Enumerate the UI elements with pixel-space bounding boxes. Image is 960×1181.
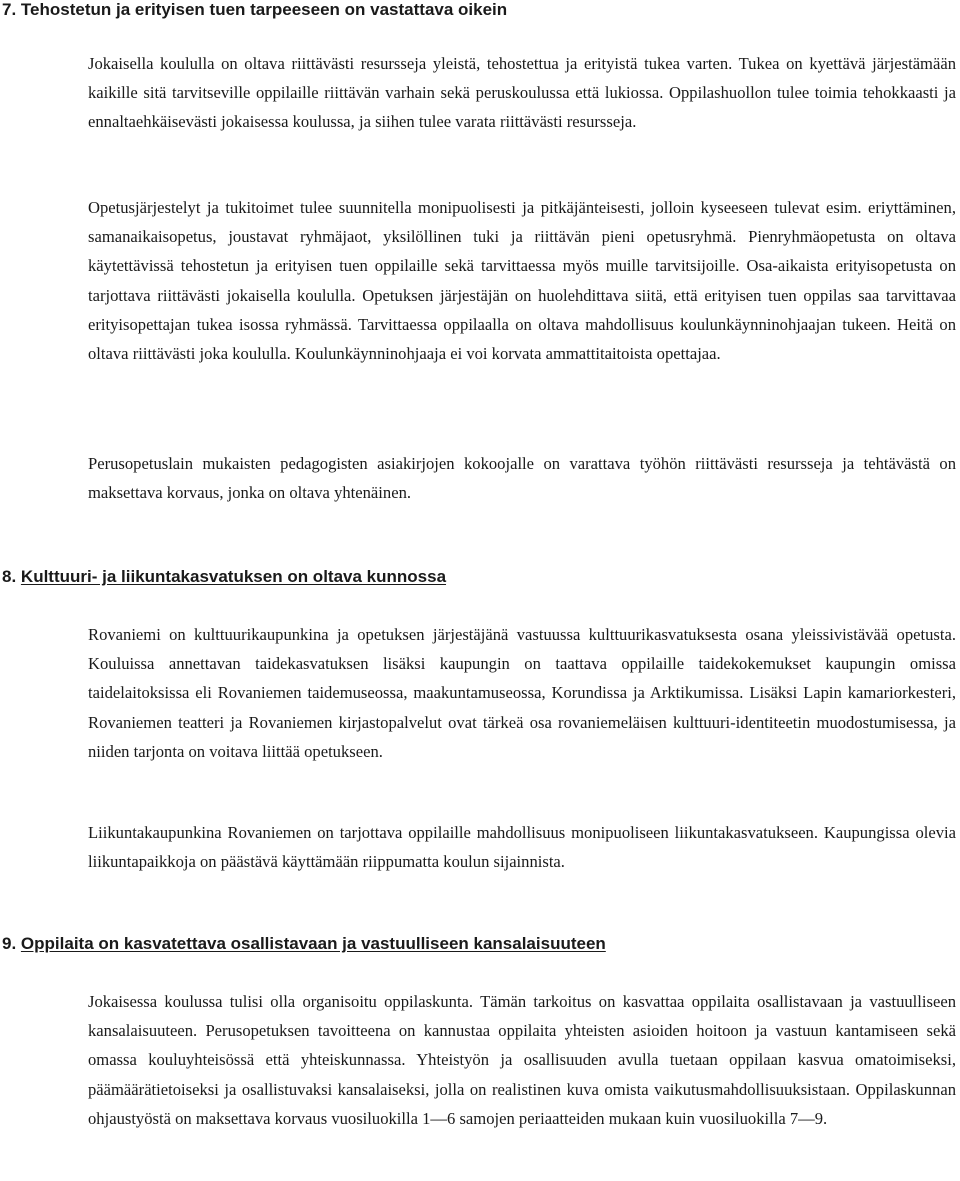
- section-8-paragraph-1: Rovaniemi on kulttuurikaupunkina ja opetuksen järjestäjänä vastuussa kulttuurikasvatuksesta osana yleissivistävää opetusta. Kouluissa annettavan taidekasvatuksen lisäksi kaupungin on taattava oppilaille taidekokemukset kaupungin omissa taidelaitoksissa eli Rovaniemen taidemuseossa, maakuntamuseossa, Korundissa ja Arktikumissa. Lisäksi Lapin kamariorkesteri, Rovaniemen teatteri ja Rovaniemen kirjastopalvelut ovat tärkeä osa rovaniemeläisen kulttuuri-identiteetin muodostumisessa, ja niiden tarjonta on voitava liittää opetukseen.: [88, 625, 956, 761]
- section-9-title: Oppilaita on kasvatettava osallistavaan ja vastuulliseen kansalaisuuteen: [20, 934, 606, 953]
- section-7-title: Tehostetun ja erityisen tuen tarpeeseen on vastattava oikein: [20, 0, 508, 19]
- section-8-heading: [2, 566, 446, 588]
- section-7-heading: [2, 0, 507, 21]
- section-8-title: Kulttuuri- ja liikuntakasvatuksen on oltava kunnossa: [20, 567, 447, 586]
- section-9-number: 9.: [2, 934, 17, 953]
- section-7-paragraph-3: Perusopetuslain mukaisten pedagogisten asiakirjojen kokoojalle on varattava työhön riittävästi resursseja ja tehtävästä on maksettava korvaus, jonka on oltava yhtenäinen.: [88, 454, 956, 503]
- section-9-paragraph-1: Jokaisessa koulussa tulisi olla organisoitu oppilaskunta. Tämän tarkoitus on kasvattaa oppilaita osallistavaan ja vastuulliseen kansalaisuuteen. Perusopetuksen tavoitteena on kannustaa oppilaita yhteisten asioiden hoitoon ja vastuun kantamiseen sekä omassa kouluyhteisössä että yhteiskunnassa. Yhteistyön ja osallisuuden avulla tuetaan oppilaan kasvua omatoimiseksi, päämäärätietoiseksi ja osallistuvaksi kansalaiseksi, jolla on realistinen kuva omista vaikutusmahdollisuuksistaan. Oppilaskunnan ohjaustyöstä on maksettava korvaus vuosiluokilla 1—6 samojen periaatteiden mukaan kuin vuosiluokilla 7—9.: [88, 992, 956, 1128]
- section-9-heading: [2, 933, 606, 955]
- section-8-paragraph-2: Liikuntakaupunkina Rovaniemen on tarjottava oppilaille mahdollisuus monipuoliseen liikuntakasvatukseen. Kaupungissa olevia liikuntapaikkoja on päästävä käyttämään riippumatta koulun sijainnista.: [88, 823, 956, 872]
- section-7-paragraph-1: Jokaisella koululla on oltava riittävästi resursseja yleistä, tehostettua ja erityistä tukea varten. Tukea on kyettävä järjestämään kaikille sitä tarvitseville oppilaille riittävän varhain sekä peruskoulussa että lukiossa. Oppilashuollon tulee toimia tehokkaasti ja ennaltaehkäisevästi jokaisessa koulussa, ja siihen tulee varata riittävästi resursseja.: [88, 54, 956, 132]
- section-7-number: 7.: [2, 0, 17, 19]
- section-7-paragraph-2: Opetusjärjestelyt ja tukitoimet tulee suunnitella monipuolisesti ja pitkäjänteisesti, jolloin kyseeseen tulevat esim. eriyttäminen, samanaikaisopetus, joustavat ryhmäjaot, yksilöllinen tuki ja riittävän pieni opetusryhmä. Pienryhmäopetusta on oltava käytettävissä tehostetun ja erityisen tuen oppilaille sekä tarvittaessa myös muille tarvitsijoille. Osa-aikaista erityisopetusta on tarjottava riittävästi jokaisella koululla. Opetuksen järjestäjän on huolehdittava siitä, että erityisen tuen oppilas saa tarvittavaa erityisopettajan tukea isossa ryhmässä. Tarvittaessa oppilaalla on oltava mahdollisuus koulunkäynninohjaajan tukeen. Heitä on oltava riittävästi joka koululla. Koulunkäynninohjaaja ei voi korvata ammattitaitoista opettajaa.: [88, 198, 956, 364]
- section-8-number: 8.: [2, 567, 17, 586]
